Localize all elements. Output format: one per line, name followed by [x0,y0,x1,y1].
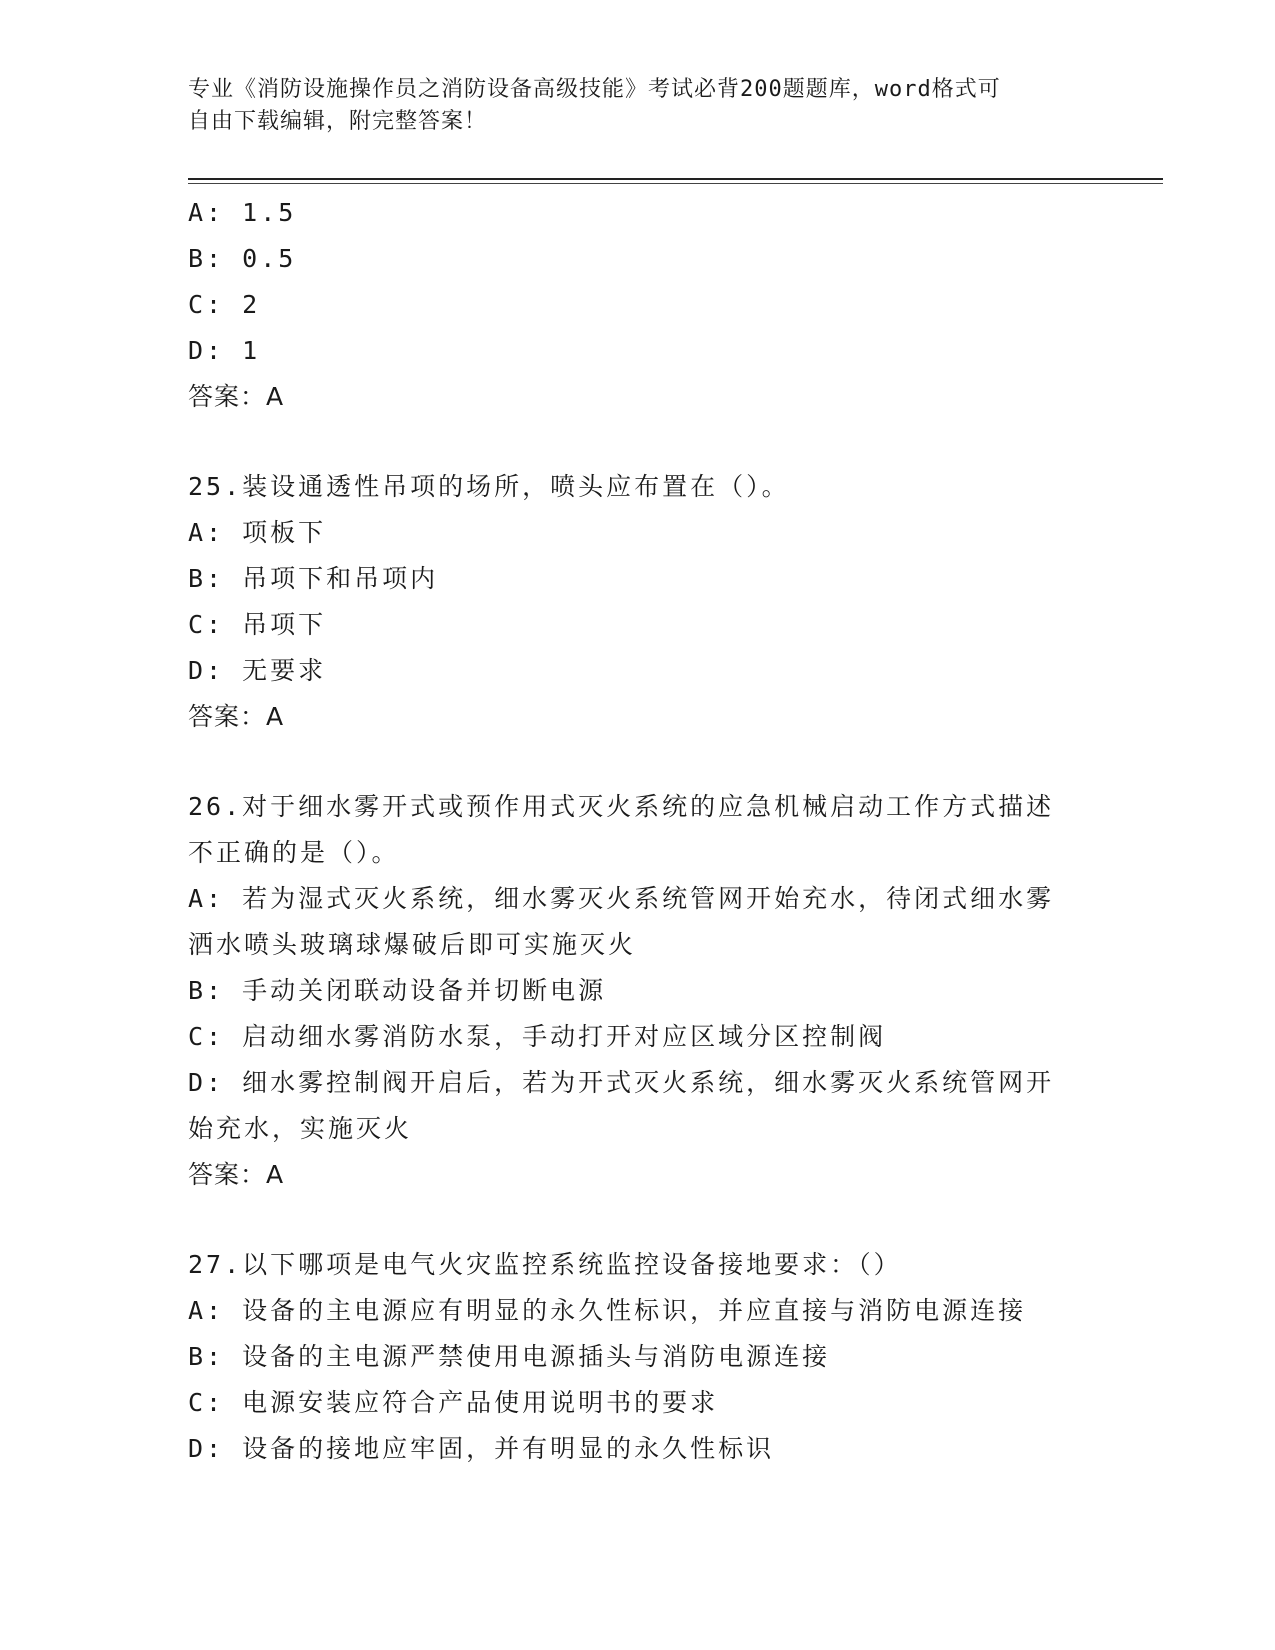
option-c: C: 启动细水雾消防水泵，手动打开对应区域分区控制阀 [188,1022,887,1051]
answer-line: 答案：A [188,702,285,731]
option-d-line-1: D: 细水雾控制阀开启后，若为开式灭火系统，细水雾灭火系统管网开 [188,1068,1055,1097]
question-24-block [188,190,1088,420]
question-title-line-2: 不正确的是（）。 [188,838,400,867]
spacer [188,420,1088,464]
option-b: B: 设备的主电源严禁使用电源插头与消防电源连接 [188,1342,831,1371]
answer-line: 答案：A [188,382,285,411]
option-b: B: 手动关闭联动设备并切断电源 [188,976,607,1005]
option-a: A: 1.5 [188,198,297,227]
document-header [188,74,1088,138]
spacer [188,740,1088,784]
option-b: B: 0.5 [188,244,297,273]
header-line-1: 专业《消防设施操作员之消防设备高级技能》考试必背200题题库，word格式可 [188,77,1001,102]
question-title: 25.装设通透性吊项的场所，喷头应布置在（）。 [188,472,790,501]
answer-line: 答案：A [188,1160,285,1189]
question-25-block [188,464,1088,740]
option-d: D: 设备的接地应牢固，并有明显的永久性标识 [188,1434,775,1463]
option-c: C: 吊项下 [188,610,327,639]
option-a-line-2: 洒水喷头玻璃球爆破后即可实施灭火 [188,930,637,959]
option-a: A: 设备的主电源应有明显的永久性标识，并应直接与消防电源连接 [188,1296,1027,1325]
header-line-2: 自由下载编辑，附完整答案！ [188,109,488,134]
option-a: A: 项板下 [188,518,327,547]
question-26-block [188,784,1088,1198]
option-c: C: 2 [188,290,261,319]
question-title: 27.以下哪项是电气火灾监控系统监控设备接地要求：（） [188,1250,902,1279]
header-divider [188,178,1163,180]
option-a-line-1: A: 若为湿式灭火系统，细水雾灭火系统管网开始充水，待闭式细水雾 [188,884,1055,913]
spacer [188,1198,1088,1242]
option-d: D: 无要求 [188,656,327,685]
option-d-line-2: 始充水，实施灭火 [188,1114,413,1143]
question-27-block [188,1242,1088,1472]
question-title-line-1: 26.对于细水雾开式或预作用式灭火系统的应急机械启动工作方式描述 [188,792,1055,821]
option-b: B: 吊项下和吊项内 [188,564,439,593]
option-d: D: 1 [188,336,261,365]
option-c: C: 电源安装应符合产品使用说明书的要求 [188,1388,719,1417]
question-list [188,190,1088,1472]
header-divider-thin [188,183,1163,184]
